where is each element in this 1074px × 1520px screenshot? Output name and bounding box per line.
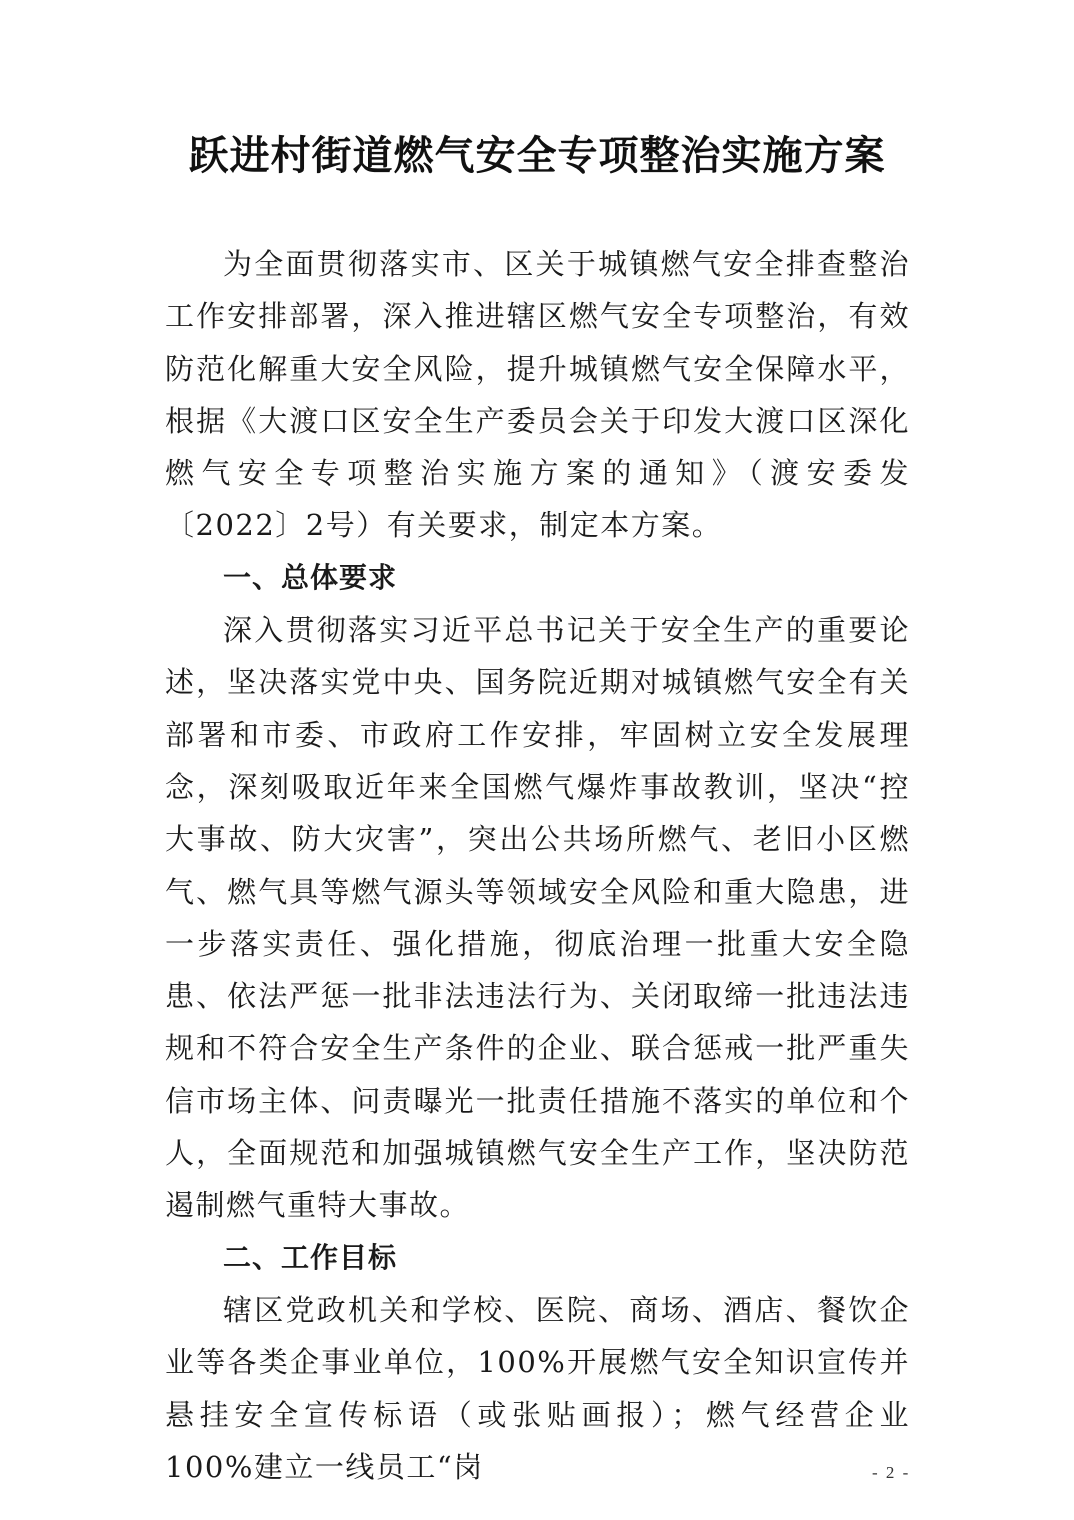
page-number: - 2 - bbox=[872, 1463, 911, 1482]
section-paragraph-work-goals: 辖区党政机关和学校、医院、商场、酒店、餐饮企业等各类企事业单位，100%开展燃气安全知识宣传并悬挂安全宣传标语（或张贴画报）；燃气经营企业 100%建立一线员工“岗 bbox=[165, 1292, 910, 1484]
section-paragraph-overall-requirements: 深入贯彻落实习近平总书记关于安全生产的重要论述，坚决落实党中央、国务院近期对城镇燃气安全有关部署和市委、市政府工作安排，牢固树立安全发展理念，深刻吸取近年来全国燃气爆炸事故教训，坚决“控大事故、防大灾害”，突出公共场所燃气、老旧小区燃气、燃气具等燃气源头等领域安全风险和重大隐患，进一步落实责任、强化措施，彻底治理一批重大安全隐患、依法严惩一批非法违法行为、关闭取缔一批违法违规和不符合安全生产条件的企业、联合惩戒一批严重失信市场主体、问责曝光一批责任措施不落实的单位和个人，全面规范和加强城镇燃气安全生产工作，坚决防范遏制燃气重特大事故。 bbox=[165, 613, 910, 1223]
section-heading-overall-requirements: 一、总体要求 bbox=[223, 560, 398, 594]
section-heading-work-goals: 二、工作目标 bbox=[223, 1240, 398, 1274]
document-body bbox=[165, 238, 910, 1493]
document-title: 跃进村街道燃气安全专项整治实施方案 bbox=[188, 132, 886, 179]
intro-paragraph: 为全面贯彻落实市、区关于城镇燃气安全排查整治工作安排部署，深入推进辖区燃气安全专项整治，有效防范化解重大安全风险，提升城镇燃气安全保障水平，根据《大渡口区安全生产委员会关于印发大渡口区深化燃气安全专项整治实施方案的通知》（渡安委发〔2022〕2号）有关要求，制定本方案。 bbox=[165, 247, 910, 543]
